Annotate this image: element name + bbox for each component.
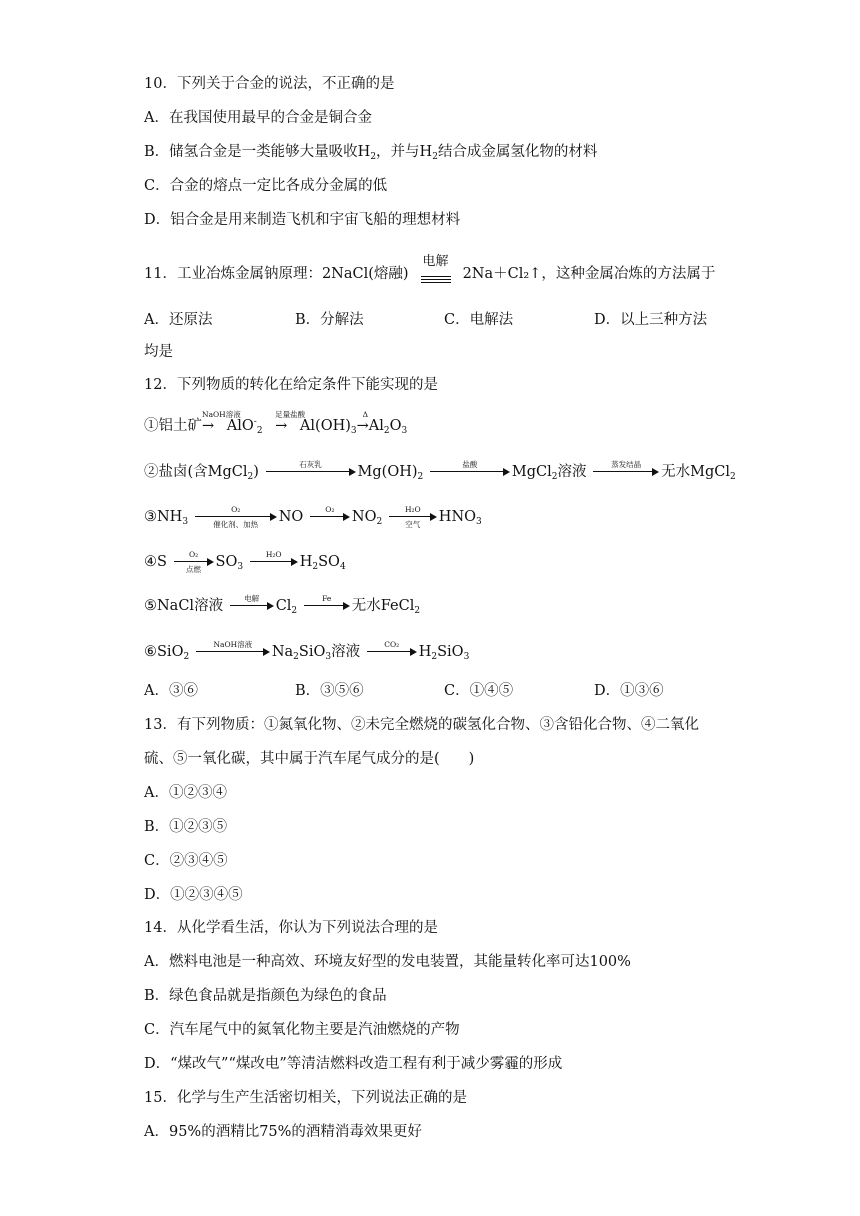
q13-stem-line-2: 硫、⑤一氧化碳，其中属于汽车尾气成分的是( ) [144,751,475,767]
q11-option-b: B．分解法 [295,312,364,328]
q11-option-d-continued: 均是 [144,344,173,360]
q13-option-a: A．①②③④ [144,785,227,801]
q15-stem: 15．化学与生产生活密切相关，下列说法正确的是 [144,1090,467,1106]
q14-option-a: A．燃料电池是一种高效、环境友好型的发电装置，其能量转化率可达100% [144,954,631,970]
q13-option-b: B．①②③⑤ [144,819,228,835]
q12-reaction-1: ①铝土矿 NaOH溶液 → AlO-$_2$ 足量盐酸 → $Al(OH)_3$ Δ $\to Al_2O_3$ [144,410,408,436]
q13-option-c: C．②③④⑤ [144,853,228,869]
q12-reaction-5: ⑤NaCl溶液 电解 $Cl_2$ Fe 无水FeCl$_2$ [144,594,421,616]
q14-stem: 14．从化学看生活，你认为下列说法合理的是 [144,920,438,936]
q10-stem: 10．下列关于合金的说法，不正确的是 [144,76,395,92]
q12-stem: 12．下列物质的转化在给定条件下能实现的是 [144,377,438,393]
q15-option-a: A．95%的酒精比75%的酒精消毒效果更好 [144,1124,422,1140]
q12-reaction-6: ⑥SiO$_2$ NaOH溶液 $Na_2SiO_3$溶液 CO₂ $H_2SiO_3$ [144,640,470,662]
q13-stem-line-1: 13．有下列物质：①氮氧化物、②未完全燃烧的碳氢化合物、③含铅化合物、④二氧化 [144,717,699,733]
q10-option-b: B．储氢合金是一类能够大量吸收$H_2$，并与$H_2$结合成金属氢化物的材料 [144,144,598,162]
q11-option-a: A．还原法 [144,312,213,328]
q12-option-d: D．①③⑥ [594,683,664,699]
q10-option-c: C．合金的熔点一定比各成分金属的低 [144,178,388,194]
q11-option-c: C．电解法 [444,312,514,328]
q14-option-b: B．绿色食品就是指颜色为绿色的食品 [144,988,387,1004]
q12-reaction-3: $③NH_3$ O₂ 催化剂、加热 NO O₂ $NO_2$ H₂O 空气 $HNO_3$ [144,505,482,529]
q11-option-d: D．以上三种方法 [594,312,708,328]
q12-option-b: B．③⑤⑥ [295,683,364,699]
q14-option-d: D．“煤改气”“煤改电”等清洁燃料改造工程有利于减少雾霾的形成 [144,1056,563,1072]
q10-option-a: A．在我国使用最早的合金是铜合金 [144,110,372,126]
q12-option-c: C．①④⑤ [444,683,514,699]
q11-stem: 11．工业冶炼金属钠原理：2NaCl(熔融) 电解 2Na＋Cl₂↑，这种金属冶炼的方法属于 [144,258,715,292]
electrolysis-equals-sign: 电解 [415,258,457,292]
q12-option-a: A．③⑥ [144,683,198,699]
q14-option-c: C．汽车尾气中的氮氧化物主要是汽油燃烧的产物 [144,1022,460,1038]
q13-option-d: D．①②③④⑤ [144,887,243,903]
q12-reaction-2: ②盐卤(含MgCl$_2$) 石灰乳 $Mg(OH)_2$ 盐酸 MgCl$_2$溶液 蒸发结晶 无水MgCl$_2$ [144,460,736,482]
q12-reaction-4: ④S O₂ 点燃 $SO_3$ H₂O $H_2SO_4$ [144,550,346,574]
q10-option-d: D．铝合金是用来制造飞机和宇宙飞船的理想材料 [144,212,461,228]
